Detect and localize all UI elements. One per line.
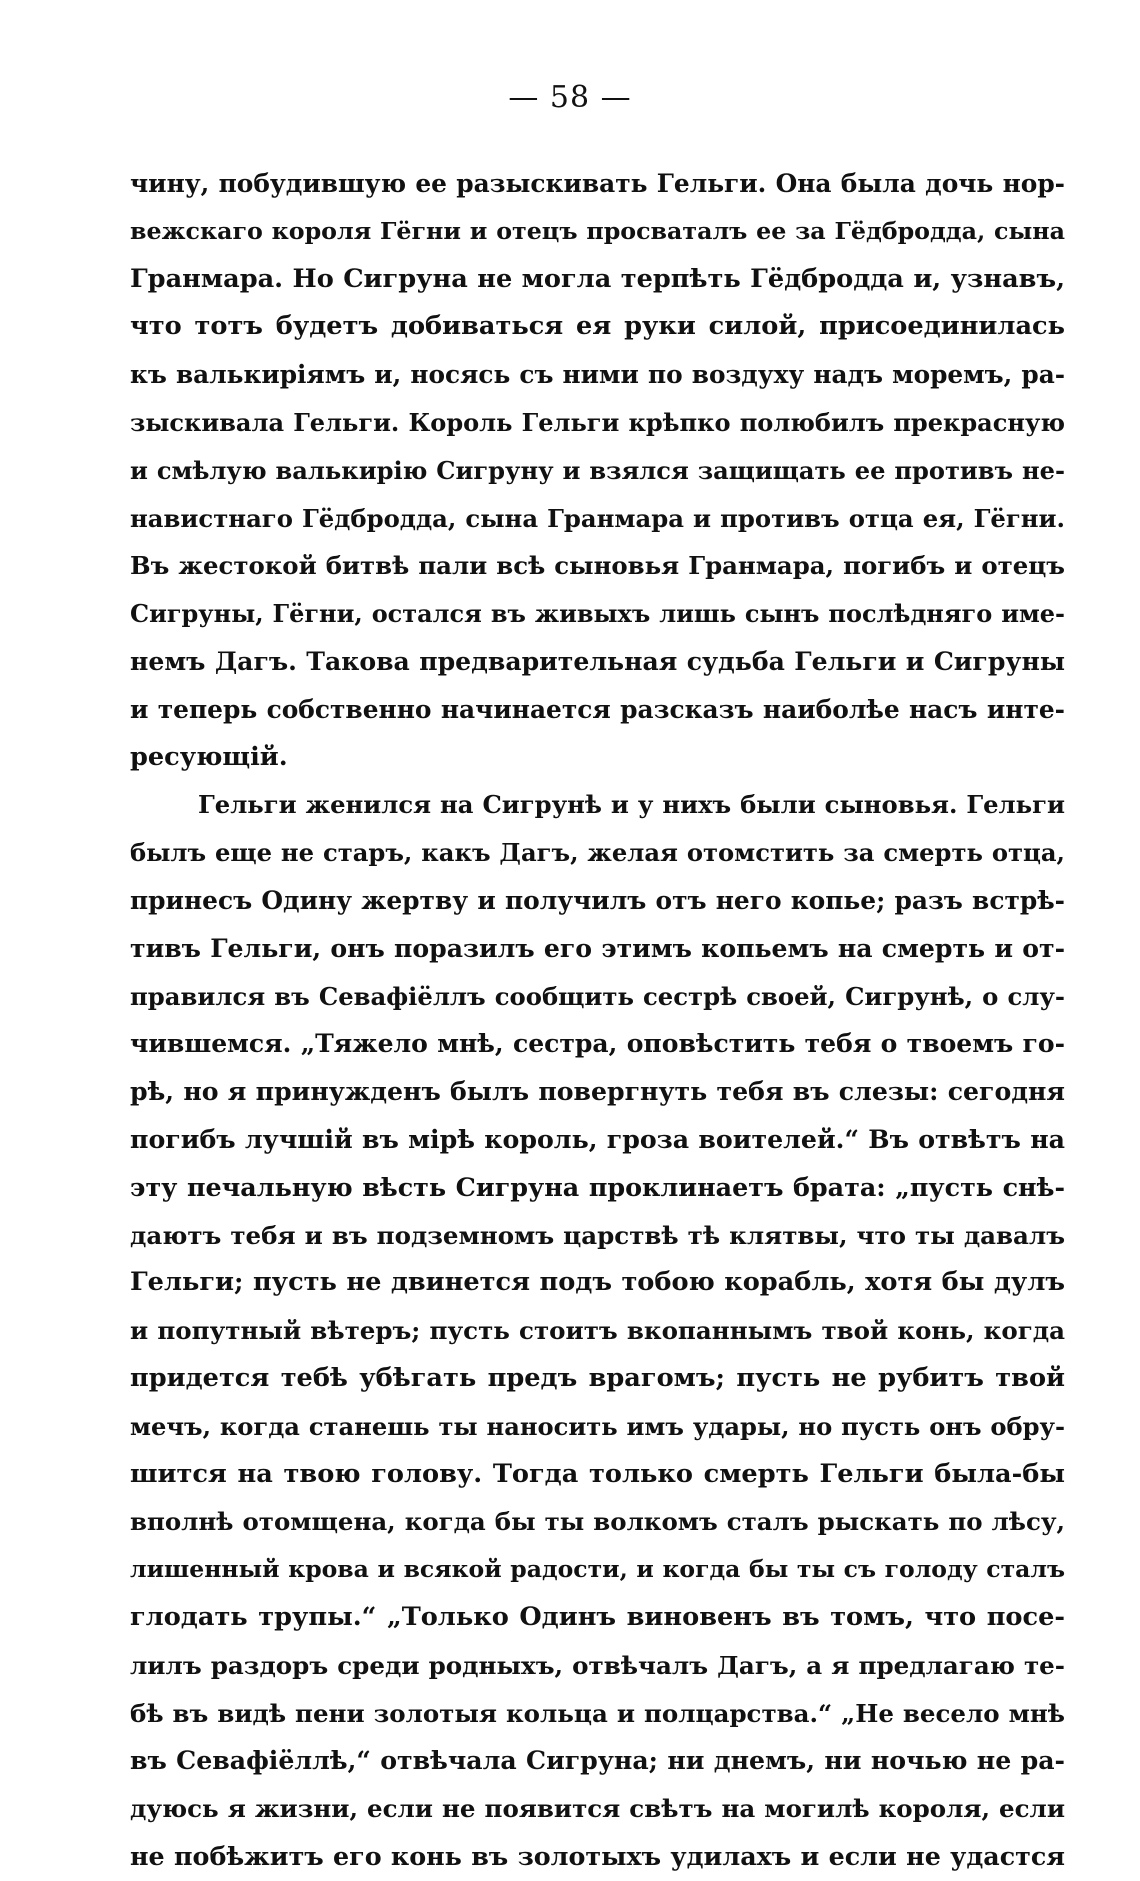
text-line: и попутный вѣтеръ; пусть стоитъ вкопаннымъ твой конь, когда — [130, 1316, 1065, 1346]
text-line: правился въ Севафіёллъ сообщить сестрѣ своей, Сигрунѣ, о слу- — [130, 981, 1065, 1011]
text-line: бѣ въ видѣ пени золотыя кольца и полцарства.“ „Не весело мнѣ — [130, 1698, 1065, 1728]
text-line: навистнаго Гёдбродда, сына Гранмара и противъ отца ея, Гёгни. — [130, 503, 1065, 533]
text-line: и смѣлую валькирію Сигруну и взялся защищать ее противъ не- — [130, 455, 1065, 485]
text-line: погибъ лучшій въ мірѣ король, гроза воителей.“ Въ отвѣтъ на — [130, 1123, 1065, 1154]
text-line: лилъ раздоръ среди родныхъ, отвѣчалъ Дагъ, а я предлагаю те- — [130, 1650, 1065, 1680]
text-line: рѣ, но я принужденъ былъ повергнуть тебя въ слезы: сегодня — [130, 1076, 1065, 1107]
text-line: тивъ Гельги, онъ поразилъ его этимъ копьемъ на смерть и от- — [130, 932, 1065, 963]
text-line: глодать трупы.“ „Только Одинъ виновенъ въ томъ, что посе- — [130, 1601, 1065, 1632]
text-line: и теперь собственно начинается разсказъ наиболѣе насъ инте- — [130, 694, 1065, 724]
body-text — [130, 160, 1065, 1881]
page-number: — 58 — — [508, 80, 632, 115]
text-line: чившемся. „Тяжело мнѣ, сестра, оповѣстить тебя о твоемъ го- — [130, 1028, 1065, 1059]
text-line: Гранмара. Но Сигруна не могла терпѣть Гёдбродда и, узнавъ, — [130, 263, 1065, 294]
text-line: не побѣжитъ его конь въ золотыхъ удилахъ и если не удастся — [130, 1840, 1065, 1871]
text-line: Гельги женился на Сигрунѣ и у нихъ были сыновья. Гельги — [198, 790, 1065, 820]
text-line: былъ еще не старъ, какъ Дагъ, желая отомстить за смерть отца, — [130, 838, 1065, 868]
text-line: что тотъ будетъ добиваться ея руки силой, присоединилась — [130, 311, 1065, 342]
text-line: дуюсь я жизни, если не появится свѣтъ на могилѣ короля, если — [130, 1794, 1065, 1824]
text-line: Сигруны, Гёгни, остался въ живыхъ лишь сынъ послѣдняго име- — [130, 599, 1065, 629]
text-line: вежскаго короля Гёгни и отецъ просваталъ ее за Гёдбродда, сына — [130, 216, 1065, 245]
text-line: даютъ тебя и въ подземномъ царствѣ тѣ клятвы, что ты давалъ — [130, 1220, 1065, 1250]
text-line: лишенный крова и всякой радости, и когда бы ты съ голоду сталъ — [130, 1555, 1065, 1584]
text-line: въ Севафіёллѣ,“ отвѣчала Сигруна; ни днемъ, ни ночью не ра- — [130, 1745, 1065, 1776]
text-line: немъ Дагъ. Такова предварительная судьба Гельги и Сигруны — [130, 645, 1065, 676]
text-line: принесъ Одину жертву и получилъ отъ него копье; разъ встрѣ- — [130, 885, 1065, 915]
text-line: къ валькиріямъ и, носясь съ ними по воздуху надъ моремъ, ра- — [130, 360, 1065, 390]
text-line: вполнѣ отомщена, когда бы ты волкомъ сталъ рыскать по лѣсу, — [130, 1507, 1065, 1537]
text-line: зыскивала Гельги. Король Гельги крѣпко полюбилъ прекрасную — [130, 407, 1065, 437]
text-line: чину, побудившую ее разыскивать Гельги. Она была дочь нор- — [130, 169, 1065, 198]
text-line: ресующій. — [130, 741, 288, 772]
text-line: шится на твою голову. Тогда только смерть Гельги была-бы — [130, 1458, 1065, 1489]
text-line: эту печальную вѣсть Сигруна проклинаетъ брата: „пусть снѣ- — [130, 1171, 1065, 1202]
text-line: Въ жестокой битвѣ пали всѣ сыновья Гранмара, погибъ и отецъ — [130, 551, 1065, 581]
text-line: Гельги; пусть не двинется подъ тобою корабль, хотя бы дулъ — [130, 1267, 1065, 1298]
text-line: придется тебѣ убѣгать предъ врагомъ; пусть не рубитъ твой — [130, 1362, 1065, 1393]
text-line: мечъ, когда станешь ты наносить имъ удары, но пусть онъ обру- — [130, 1411, 1065, 1441]
